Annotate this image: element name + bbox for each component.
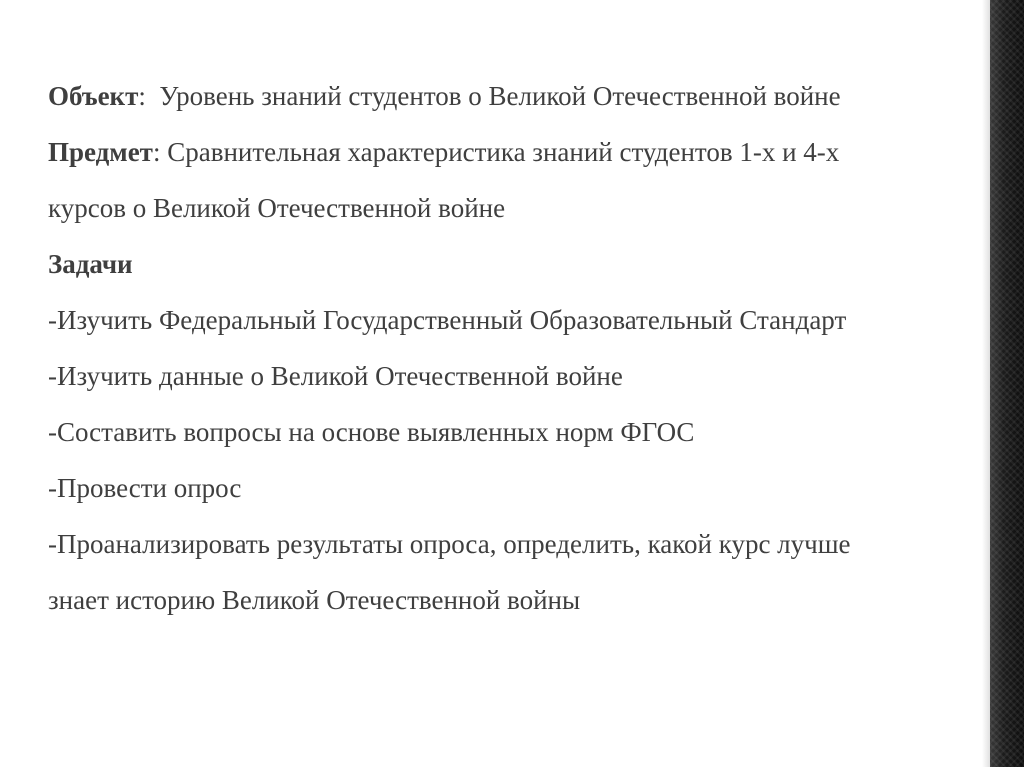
decorative-border-texture xyxy=(990,0,1024,767)
object-separator: : xyxy=(138,81,146,111)
task-item: -Изучить данные о Великой Отечественной войне xyxy=(48,361,623,391)
task-item-continuation: знает историю Великой Отечественной войны xyxy=(48,585,581,615)
subject-separator: : xyxy=(152,137,161,167)
object-label: Объект xyxy=(48,81,139,111)
slide-content xyxy=(48,68,978,628)
subject-line xyxy=(48,124,978,180)
object-line xyxy=(48,68,978,124)
subject-text-line1: Сравнительная характеристика знаний студентов 1-х и 4-х xyxy=(160,137,840,167)
task-item: -Проанализировать результаты опроса, определить, какой курс лучше xyxy=(48,529,851,559)
tasks-heading: Задачи xyxy=(48,249,133,279)
task-item: -Изучить Федеральный Государственный Образовательный Стандарт xyxy=(48,305,847,335)
object-text: Уровень знаний студентов о Великой Отечественной войне xyxy=(145,81,841,111)
task-item: -Составить вопросы на основе выявленных норм ФГОС xyxy=(48,417,695,447)
task-item: -Провести опрос xyxy=(48,473,242,503)
subject-label: Предмет xyxy=(48,137,153,167)
subject-text-line2: курсов о Великой Отечественной войне xyxy=(48,193,506,223)
border-shadow xyxy=(982,0,990,767)
